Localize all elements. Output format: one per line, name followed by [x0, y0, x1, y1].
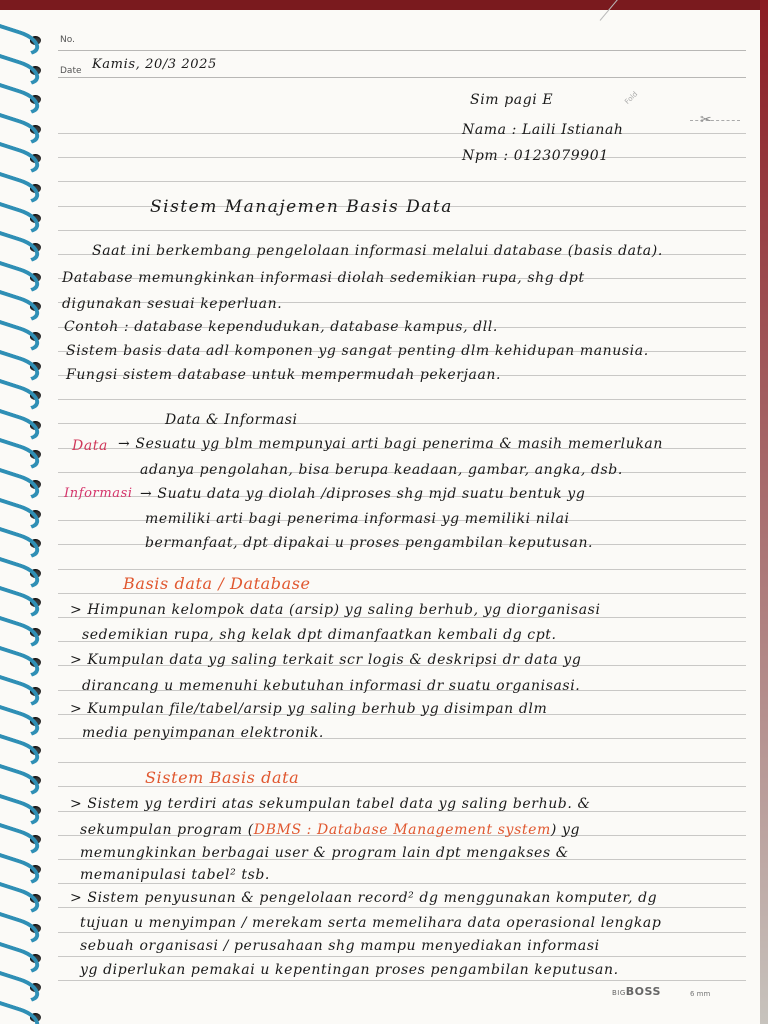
sbd-line-2-pre: sekumpulan program ( [80, 822, 254, 838]
ruled-line [58, 230, 746, 231]
date-value: Kamis, 20/3 2025 [92, 57, 217, 72]
data-line-1: → Sesuatu yg blm mempunyai arti bagi penerima & masih memerlukan [118, 436, 663, 452]
spiral-binding [0, 0, 60, 1024]
ruling-size-label: 6 mm [690, 990, 711, 998]
database-line-6: media penyimpanan elektronik. [82, 725, 324, 741]
info-line-2: memiliki arti bagi penerima informasi yg memiliki nilai [145, 511, 570, 527]
database-line-3: > Kumpulan data yg saling terkait scr logis & deskripsi dr data yg [70, 652, 582, 668]
info-line-3: bermanfaat, dpt dipakai u proses pengambilan keputusan. [145, 535, 594, 551]
info-term: Informasi [64, 486, 133, 501]
cut-line [690, 120, 740, 121]
ruled-line [58, 883, 746, 884]
no-rule [58, 50, 746, 51]
sbd-line-2-post: ) yg [550, 822, 581, 838]
ruled-line [58, 157, 746, 158]
ruled-line [58, 569, 746, 570]
database-line-1: > Himpunan kelompok data (arsip) yg saling berhub, yg diorganisasi [70, 602, 601, 618]
intro-line-3: digunakan sesuai keperluan. [62, 296, 283, 312]
intro-line-5: Sistem basis data adl komponen yg sangat penting dlm kehidupan manusia. [66, 343, 649, 359]
data-line-2: adanya pengolahan, bisa berupa keadaan, gambar, angka, dsb. [140, 462, 623, 478]
sbd-line-1: > Sistem yg terdiri atas sekumpulan tabel data yg saling berhub. & [70, 796, 591, 812]
intro-line-6: Fungsi sistem database untuk mempermudah pekerjaan. [66, 367, 502, 383]
ruled-line [58, 181, 746, 182]
database-line-5: > Kumpulan file/tabel/arsip yg saling berhub yg disimpan dlm [70, 701, 548, 717]
sbd-line-4: memanipulasi tabel² tsb. [80, 867, 270, 883]
npm-line: Npm : 0123079901 [462, 148, 609, 164]
intro-line-2: Database memungkinkan informasi diolah sedemikian rupa, shg dpt [62, 270, 585, 286]
database-heading: Basis data / Database [123, 574, 311, 593]
date-label: Date [60, 66, 82, 76]
sbd-line-2 [80, 822, 580, 838]
no-label: No. [60, 35, 75, 45]
ruled-line [58, 423, 746, 424]
ruled-line [58, 762, 746, 763]
class-label: Sim pagi E [470, 92, 554, 108]
background-edge-right [760, 0, 768, 1024]
sbd-line-5: > Sistem penyusunan & pengelolaan record² dg menggunakan komputer, dg [70, 890, 658, 906]
ruled-line [58, 133, 746, 134]
intro-line-1: Saat ini berkembang pengelolaan informasi melalui database (basis data). [92, 243, 663, 259]
sbd-line-8: yg diperlukan pemakai u kepentingan proses pengambilan keputusan. [80, 962, 619, 978]
name-line: Nama : Laili Istianah [462, 122, 624, 138]
background-edge-top [0, 0, 768, 10]
ruled-line [58, 956, 746, 957]
database-line-2: sedemikian rupa, shg kelak dpt dimanfaatkan kembali dg cpt. [82, 627, 557, 643]
data-info-heading: Data & Informasi [165, 412, 298, 428]
sbd-line-3: memungkinkan berbagai user & program lain dpt mengakses & [80, 845, 569, 861]
date-rule [58, 77, 746, 78]
page-title: Sistem Manajemen Basis Data [150, 197, 453, 217]
sbd-line-6: tujuan u menyimpan / merekam serta memelihara data operasional lengkap [80, 915, 662, 931]
data-term: Data [72, 438, 108, 454]
ruled-line [58, 932, 746, 933]
ruled-line [58, 593, 746, 594]
scissors-icon: ✂ [700, 112, 712, 128]
info-line-1: → Suatu data yg diolah /diproses shg mjd suatu bentuk yg [140, 486, 586, 502]
fold-label: Fold [623, 90, 640, 106]
ruled-line [58, 980, 746, 981]
database-line-4: dirancang u memenuhi kebutuhan informasi dr suatu organisasi. [82, 678, 581, 694]
ruled-line [58, 907, 746, 908]
ruled-line [58, 399, 746, 400]
sbd-heading: Sistem Basis data [145, 768, 300, 787]
sbd-line-7: sebuah organisasi / perusahaan shg mampu menyediakan informasi [80, 938, 600, 954]
brand-logo: BIGBOSS [612, 985, 661, 998]
dbms-term: DBMS : Database Management system [253, 822, 551, 838]
intro-line-4: Contoh : database kependudukan, database kampus, dll. [64, 319, 498, 335]
